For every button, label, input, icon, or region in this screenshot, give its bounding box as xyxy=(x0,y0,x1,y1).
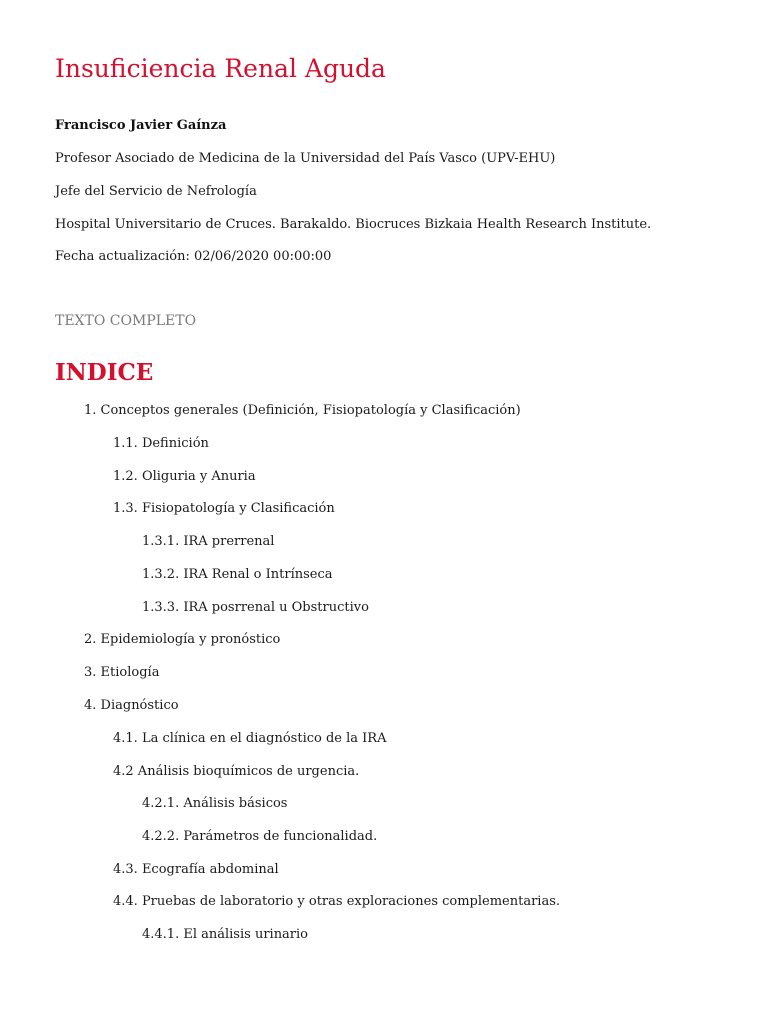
toc-item[interactable]: 2. Epidemiología y pronóstico xyxy=(84,632,281,647)
document-title: Insuficiencia Renal Aguda xyxy=(55,54,386,83)
toc-item[interactable]: 4.4.1. El análisis urinario xyxy=(142,927,309,942)
full-text-link[interactable]: TEXTO COMPLETO xyxy=(55,313,197,329)
affiliation-university: Profesor Asociado de Medicina de la Universidad del País Vasco (UPV-EHU) xyxy=(55,151,556,166)
toc-item[interactable]: 1.3.2. IRA Renal o Intrínseca xyxy=(142,567,333,582)
toc-item[interactable]: 1.2. Oliguria y Anuria xyxy=(113,469,256,484)
toc-item[interactable]: 1.3. Fisiopatología y Clasificación xyxy=(113,501,335,516)
toc-item[interactable]: 4.3. Ecografía abdominal xyxy=(113,862,279,877)
affiliation-service: Jefe del Servicio de Nefrología xyxy=(55,184,257,199)
toc-item[interactable]: 1. Conceptos generales (Definición, Fisiopatología y Clasificación) xyxy=(84,403,521,418)
toc-item[interactable]: 3. Etiología xyxy=(84,665,160,680)
index-heading: INDICE xyxy=(55,359,154,386)
update-date: Fecha actualización: 02/06/2020 00:00:00 xyxy=(55,249,332,264)
affiliation-hospital: Hospital Universitario de Cruces. Barakaldo. Biocruces Bizkaia Health Research Institute. xyxy=(55,217,652,232)
toc-item[interactable]: 4.4. Pruebas de laboratorio y otras exploraciones complementarias. xyxy=(113,894,561,909)
toc-item[interactable]: 4.1. La clínica en el diagnóstico de la IRA xyxy=(113,731,387,746)
toc-item[interactable]: 4.2.1. Análisis básicos xyxy=(142,796,288,811)
toc-item[interactable]: 1.3.1. IRA prerrenal xyxy=(142,534,275,549)
toc-item[interactable]: 4.2 Análisis bioquímicos de urgencia. xyxy=(113,764,360,779)
toc-item[interactable]: 4.2.2. Parámetros de funcionalidad. xyxy=(142,829,378,844)
toc-item[interactable]: 1.3.3. IRA posrrenal u Obstructivo xyxy=(142,600,369,615)
author-name: Francisco Javier Gaínza xyxy=(55,118,227,133)
toc-item[interactable]: 1.1. Definición xyxy=(113,436,209,451)
toc-item[interactable]: 4. Diagnóstico xyxy=(84,698,179,713)
